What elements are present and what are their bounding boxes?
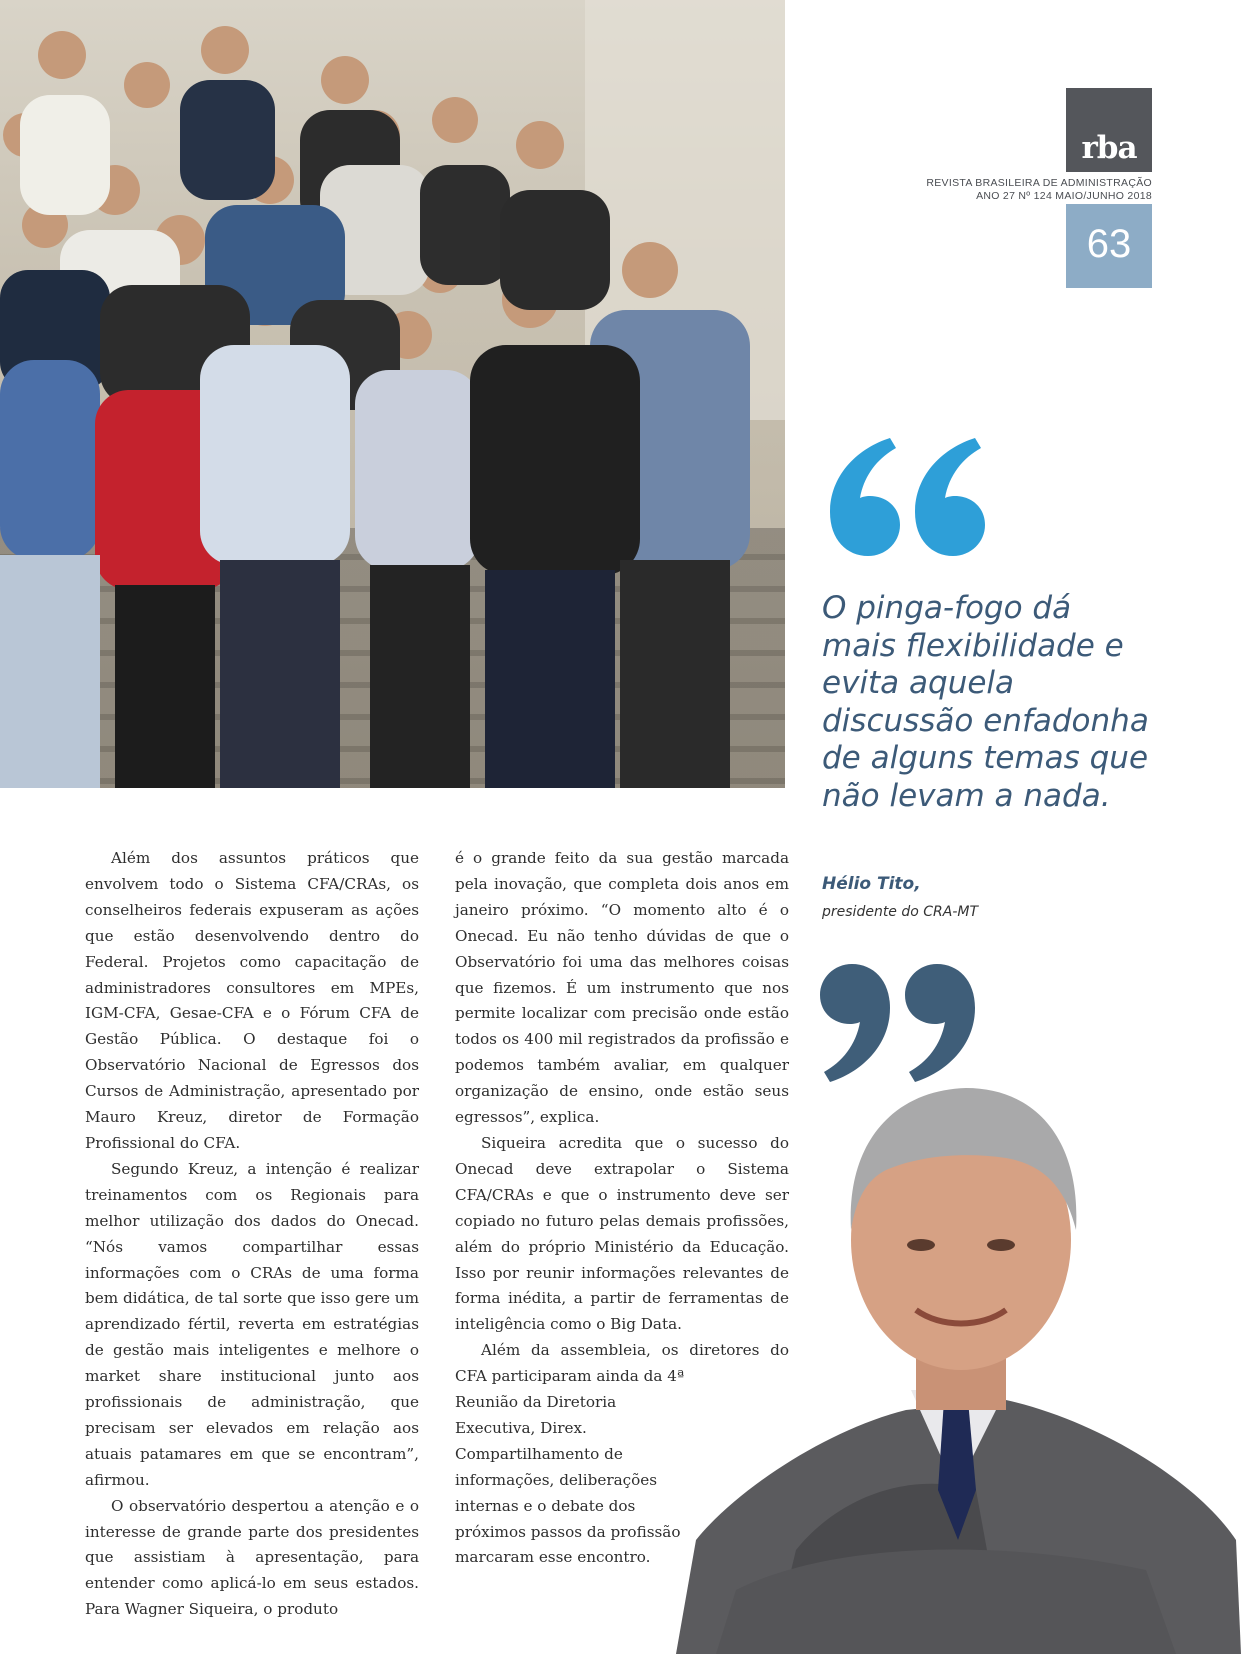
- quote-author-role: presidente do CRA-MT: [822, 904, 979, 920]
- group-people-figures: [0, 0, 785, 788]
- article-paragraph: Além dos assuntos práticos que envolvem todo o Sistema CFA/CRAs, os conselheiros federais expuseram as ações que estão desenvolvendo dentro do Federal. Projetos como capacitação de administradores consultores em MPEs, IGM-CFA, Gesae-CFA e o Fórum CFA de Gestão Pública. O destaque foi o Observatório Nacional de Egressos dos Cursos de Administração, apresentado por Mauro Kreuz, diretor de Formação Profissional do CFA.: [85, 849, 419, 1152]
- pull-quote-text: O pinga-fogo dá mais flexibilidade e evita aquela discussão enfadonha de alguns temas que não levam a nada.: [822, 590, 1149, 814]
- article-paragraph: Segundo Kreuz, a intenção é realizar treinamentos com os Regionais para melhor utilização dos dados do Onecad. “Nós vamos compartilhar essas informações com o CRAs de uma forma bem didática, de tal sorte que isso gere um aprendizado fértil, reverta em estratégias de gestão mais inteligentes e melhore o market share institucional junto aos profissionais de administração, que precisam ser elevados em relação aos atuais patamares em que se encontram”, afirmou.: [85, 1159, 419, 1489]
- article-paragraph-final-wide: Além da assembleia, os diretores do CFA participaram ainda da 4ª: [455, 1341, 789, 1386]
- magazine-name: REVISTA BRASILEIRA DE ADMINISTRAÇÃO: [926, 177, 1152, 189]
- page-number: 63: [1086, 222, 1132, 266]
- article-paragraph-continuation: é o grande feito da sua gestão marcada pela inovação, que completa dois anos em janeiro próximo. “O momento alto é o Onecad. Eu não tenho dúvidas de que o Observatório foi uma das melhores coisas que fizemos. É um instrumento que nos permite localizar com precisão onde estão todos os 400 mil registrados da profissão e podemos também avaliar, em qualquer organização de ensino, onde estão seus egressos”, explica.: [455, 849, 789, 1127]
- article-paragraph: Siqueira acredita que o sucesso do Onecad deve extrapolar o Sistema CFA/CRAs e que o instrumento deve ser copiado no futuro pelas demais profissões, além do próprio Ministério da Educação. Isso por reunir informações relevantes de forma inédita, a partir de ferramentas de inteligência como o Big Data.: [455, 1133, 789, 1334]
- article-column-1: [85, 846, 419, 1623]
- article-paragraph: O observatório despertou a atenção e o interesse de grande parte dos presidentes que assistiam à apresentação, para entender como aplicá-lo em seus estados. Para Wagner Siqueira, o produto: [85, 1496, 419, 1619]
- article-paragraph-final-narrow: Reunião da Diretoria Executiva, Direx. Compartilhamento de informações, deliberações internas e o debate dos próximos passos da profissão marcaram esse encontro.: [455, 1393, 681, 1567]
- portrait-photo: [676, 1070, 1241, 1654]
- rba-logo: [1066, 88, 1152, 172]
- rba-logo-text: rba: [1081, 130, 1137, 166]
- open-quote-icon: [820, 430, 985, 560]
- group-photo: [0, 0, 785, 788]
- issue-info: ANO 27 Nº 124 MAIO/JUNHO 2018: [976, 190, 1152, 202]
- quote-author: Hélio Tito,: [822, 874, 921, 894]
- page-number-box: [1066, 204, 1152, 288]
